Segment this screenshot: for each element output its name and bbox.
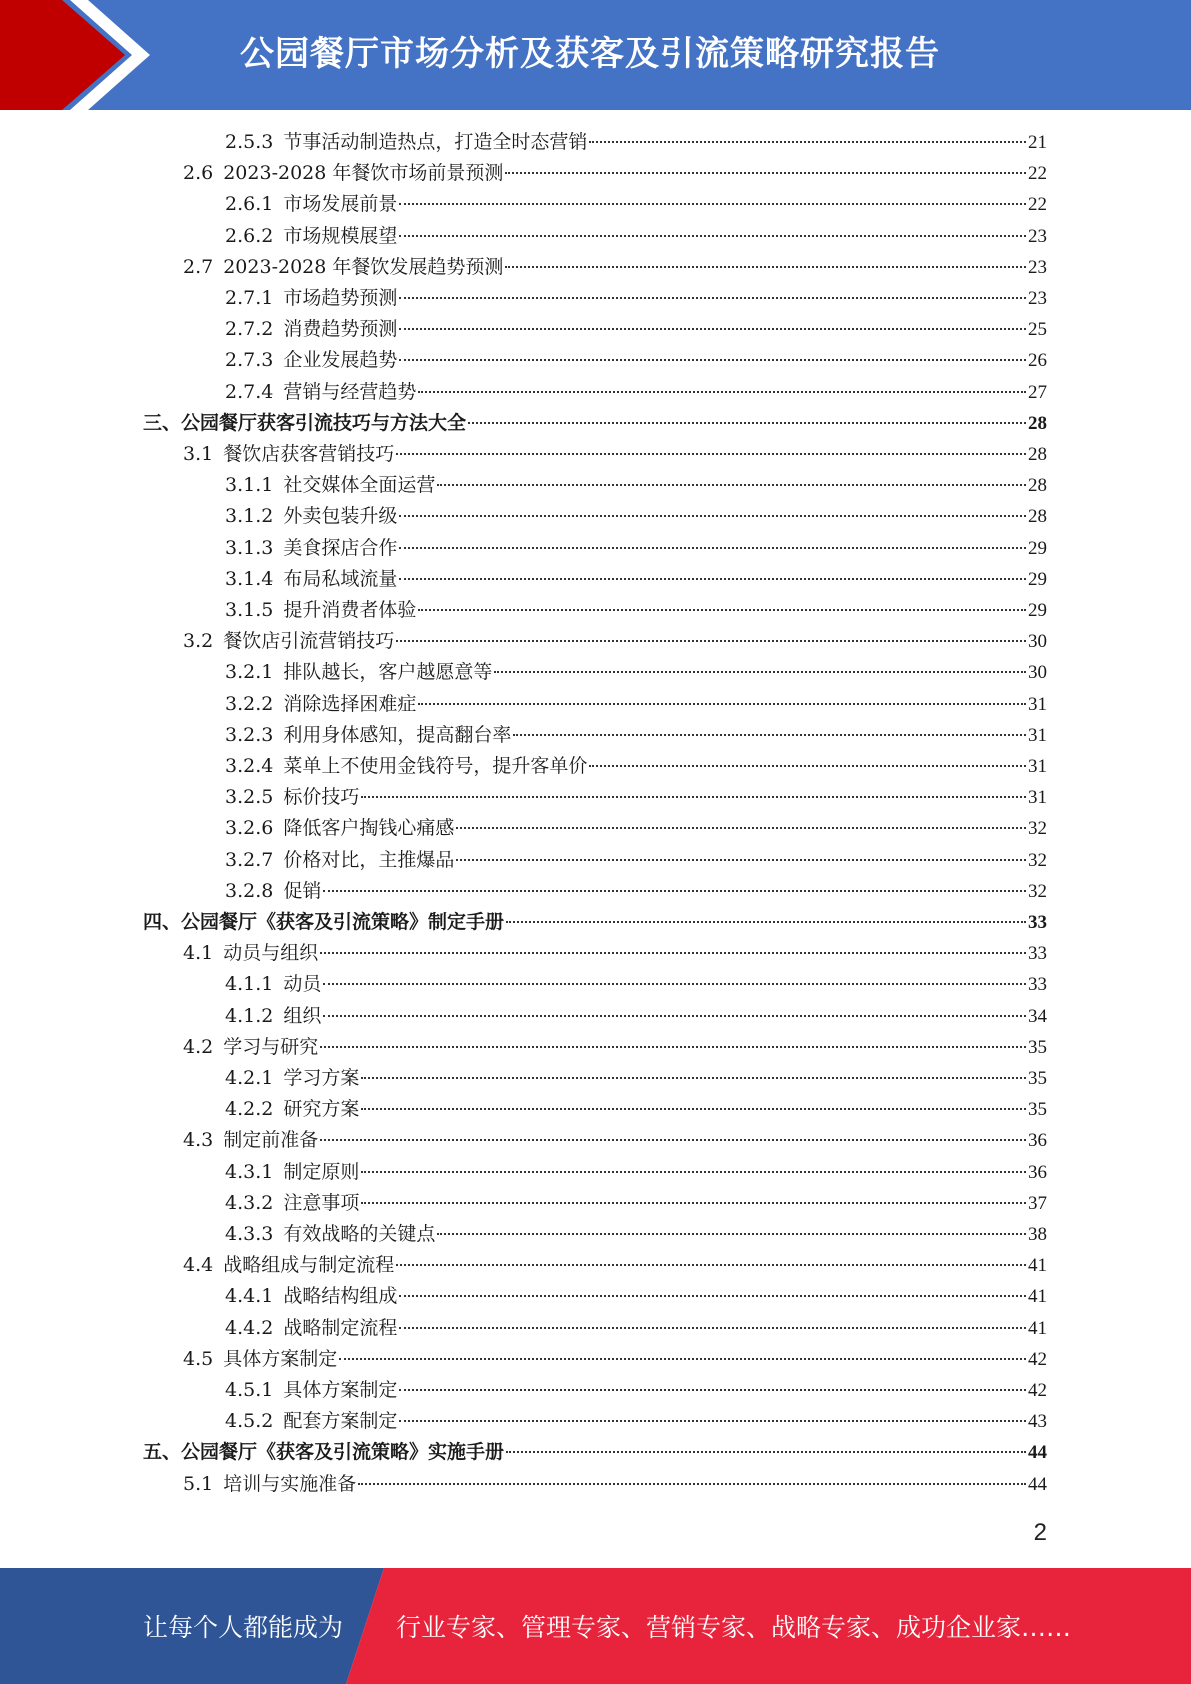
toc-dot-leader	[358, 1483, 1026, 1485]
toc-entry-title: 学习与研究	[223, 1035, 319, 1058]
toc-entry-number: 3.2.4	[225, 755, 274, 777]
toc-entry-number: 5.1	[183, 1472, 214, 1495]
toc-entry[interactable]	[225, 470, 1047, 501]
toc-entry-number: 4.3.1	[225, 1160, 274, 1183]
toc-entry[interactable]	[225, 1313, 1047, 1344]
toc-entry-number: 3.1.2	[225, 505, 274, 528]
toc-entry[interactable]	[225, 1001, 1047, 1032]
toc-entry-number: 四、	[143, 911, 182, 933]
toc-entry-number: 2.7.4	[225, 380, 274, 403]
toc-entry[interactable]	[225, 782, 1047, 813]
toc-entry-title: 菜单上不使用金钱符号，提升客单价	[283, 755, 588, 777]
toc-entry-page: 35	[1028, 1099, 1047, 1121]
toc-dot-leader	[494, 671, 1026, 673]
toc-entry-page: 36	[1028, 1161, 1047, 1183]
toc-entry-number: 2.5.3	[225, 131, 274, 153]
toc-dot-leader	[361, 796, 1026, 798]
toc-entry-title: 具体方案制定	[223, 1347, 338, 1370]
toc-dot-leader	[418, 703, 1026, 705]
toc-entry-page: 31	[1028, 693, 1047, 715]
toc-entry-number: 3.2.2	[225, 692, 274, 715]
toc-dot-leader	[399, 1389, 1026, 1391]
toc-entry-title: 市场发展前景	[283, 193, 398, 216]
toc-entry-number: 3.1.3	[225, 536, 274, 559]
toc-entry-title: 战略组成与制定流程	[223, 1254, 395, 1277]
toc-entry-page: 33	[1028, 974, 1047, 996]
toc-entry-page: 33	[1028, 943, 1047, 965]
page-number: 2	[1033, 1519, 1047, 1546]
toc-entry-page: 31	[1028, 787, 1047, 809]
toc-entry[interactable]	[225, 564, 1047, 595]
toc-entry-title: 公园餐厅《获客及引流策略》实施手册	[181, 1441, 505, 1464]
toc-entry-page: 28	[1028, 412, 1047, 434]
toc-dot-leader	[399, 1327, 1026, 1329]
toc-entry[interactable]	[225, 1157, 1047, 1188]
toc-entry-page: 29	[1028, 537, 1047, 559]
toc-dot-leader	[399, 328, 1026, 330]
toc-entry-number: 4.1.1	[225, 973, 274, 996]
page-footer-banner	[0, 1568, 1191, 1684]
toc-entry[interactable]	[183, 1125, 1047, 1156]
toc-entry-number: 三、	[143, 411, 182, 434]
toc-entry[interactable]	[225, 1375, 1047, 1406]
toc-entry[interactable]	[183, 158, 1047, 189]
toc-entry[interactable]	[183, 626, 1047, 657]
toc-entry-number: 4.1.2	[225, 1004, 274, 1027]
toc-entry-title: 美食探店合作	[283, 536, 398, 559]
toc-entry-title: 消除选择困难症	[283, 692, 417, 715]
toc-entry[interactable]	[143, 408, 1047, 439]
toc-dot-leader	[589, 765, 1026, 767]
toc-entry-title: 社交媒体全面运营	[283, 474, 436, 497]
toc-entry-title: 注意事项	[283, 1191, 360, 1214]
toc-dot-leader	[505, 266, 1026, 268]
toc-entry[interactable]	[225, 657, 1047, 688]
toc-entry-number: 4.2.1	[225, 1067, 274, 1089]
toc-entry-title: 2023-2028 年餐饮发展趋势预测	[223, 255, 504, 278]
toc-entry-title: 市场规模展望	[283, 224, 398, 247]
toc-entry-title: 制定原则	[283, 1160, 360, 1183]
toc-entry-page: 42	[1028, 1348, 1047, 1370]
toc-entry-page: 23	[1028, 225, 1047, 247]
toc-dot-leader	[589, 141, 1026, 143]
toc-entry-page: 29	[1028, 600, 1047, 621]
toc-dot-leader	[399, 547, 1026, 549]
toc-dot-leader	[361, 1171, 1026, 1173]
toc-entry-number: 3.1.4	[225, 567, 274, 590]
toc-entry-number: 2.6	[183, 162, 214, 185]
toc-entry-number: 2.7.3	[225, 349, 274, 372]
toc-entry-title: 动员	[283, 973, 322, 996]
toc-entry-title: 市场趋势预测	[283, 287, 398, 309]
toc-entry-page: 35	[1028, 1068, 1047, 1089]
toc-entry-number: 2.7	[183, 255, 214, 278]
toc-entry-page: 31	[1028, 756, 1047, 777]
toc-entry-number: 2.7.1	[225, 287, 274, 309]
toc-entry-page: 36	[1028, 1130, 1047, 1152]
toc-dot-leader	[399, 235, 1026, 237]
toc-entry[interactable]	[225, 314, 1047, 345]
toc-entry-title: 战略结构组成	[283, 1285, 398, 1308]
toc-entry-number: 4.4	[183, 1254, 214, 1277]
toc-entry-page: 29	[1028, 568, 1047, 590]
toc-entry-title: 动员与组织	[223, 942, 319, 965]
toc-entry-page: 28	[1028, 506, 1047, 528]
toc-entry[interactable]	[143, 1437, 1047, 1468]
toc-entry[interactable]	[225, 1094, 1047, 1125]
toc-entry-page: 27	[1028, 381, 1047, 403]
toc-entry[interactable]	[225, 1219, 1047, 1250]
toc-dot-leader	[320, 1046, 1026, 1048]
toc-entry-title: 制定前准备	[223, 1129, 319, 1152]
toc-entry[interactable]	[225, 501, 1047, 532]
toc-entry-page: 30	[1028, 662, 1047, 684]
toc-entry-page: 22	[1028, 163, 1047, 185]
toc-dot-leader	[320, 1139, 1026, 1141]
toc-entry-title: 公园餐厅《获客及引流策略》制定手册	[181, 911, 505, 933]
toc-entry-number: 4.4.2	[225, 1316, 274, 1339]
toc-dot-leader	[506, 921, 1026, 923]
toc-entry-title: 布局私域流量	[283, 567, 398, 590]
toc-dot-leader	[361, 1077, 1026, 1079]
toc-entry-title: 营销与经营趋势	[283, 380, 417, 403]
toc-entry-title: 培训与实施准备	[223, 1472, 357, 1495]
toc-entry-page: 26	[1028, 350, 1047, 372]
toc-entry[interactable]	[225, 720, 1047, 751]
toc-entry-page: 30	[1028, 631, 1047, 653]
toc-entry[interactable]	[225, 751, 1047, 782]
toc-entry[interactable]	[183, 1032, 1047, 1063]
toc-entry-number: 2.6.2	[225, 224, 274, 247]
toc-entry-title: 节事活动制造热点，打造全时态营销	[283, 131, 588, 153]
toc-entry-title: 餐饮店引流营销技巧	[223, 630, 395, 653]
toc-dot-leader	[361, 1108, 1026, 1110]
page-header-banner	[0, 0, 1191, 110]
toc-entry-page: 31	[1028, 724, 1047, 746]
toc-entry-number: 4.3.2	[225, 1191, 274, 1214]
toc-entry-page: 22	[1028, 194, 1047, 216]
toc-entry[interactable]	[225, 845, 1047, 876]
toc-dot-leader	[396, 1264, 1026, 1266]
toc-entry-page: 34	[1028, 1005, 1047, 1027]
toc-entry-number: 3.1	[183, 443, 214, 465]
toc-entry[interactable]	[225, 127, 1047, 158]
toc-entry-title: 利用身体感知，提高翻台率	[283, 723, 512, 746]
toc-dot-leader	[399, 1420, 1026, 1422]
toc-entry[interactable]	[183, 439, 1047, 470]
toc-entry-title: 消费趋势预测	[283, 318, 398, 341]
toc-entry[interactable]	[183, 1469, 1047, 1500]
toc-entry-title: 提升消费者体验	[283, 599, 417, 621]
toc-entry-title: 餐饮店获客营销技巧	[223, 443, 395, 465]
toc-entry-page: 32	[1028, 849, 1047, 871]
toc-entry-title: 组织	[283, 1004, 322, 1027]
toc-entry-number: 3.2	[183, 630, 214, 653]
toc-entry[interactable]	[225, 689, 1047, 720]
toc-entry-number: 3.2.7	[225, 848, 274, 871]
toc-entry-title: 配套方案制定	[283, 1410, 398, 1433]
toc-entry-title: 研究方案	[283, 1098, 360, 1121]
toc-entry-title: 具体方案制定	[283, 1379, 398, 1401]
toc-entry-page: 23	[1028, 256, 1047, 278]
toc-entry-page: 41	[1028, 1286, 1047, 1308]
toc-entry-page: 35	[1028, 1036, 1047, 1058]
toc-dot-leader	[418, 609, 1026, 611]
toc-entry-title: 排队越长，客户越愿意等	[283, 661, 493, 684]
toc-entry[interactable]	[183, 1250, 1047, 1281]
toc-entry-number: 4.2.2	[225, 1098, 274, 1121]
toc-dot-leader	[468, 422, 1026, 424]
toc-entry-title: 公园餐厅获客引流技巧与方法大全	[181, 411, 467, 434]
toc-entry[interactable]	[225, 1281, 1047, 1312]
toc-dot-leader	[323, 890, 1026, 892]
toc-entry[interactable]	[225, 595, 1047, 626]
toc-entry-page: 41	[1028, 1255, 1047, 1277]
toc-dot-leader	[399, 203, 1026, 205]
toc-entry-title: 战略制定流程	[283, 1316, 398, 1339]
toc-entry[interactable]	[225, 345, 1047, 376]
toc-dot-leader	[399, 1295, 1026, 1297]
toc-entry-number: 4.2	[183, 1035, 214, 1058]
toc-dot-leader	[399, 515, 1026, 517]
toc-entry-number: 4.3	[183, 1129, 214, 1152]
toc-entry-page: 28	[1028, 444, 1047, 465]
toc-entry-number: 五、	[143, 1441, 182, 1464]
toc-dot-leader	[320, 952, 1026, 954]
toc-entry-number: 4.3.3	[225, 1223, 274, 1245]
toc-entry-page: 32	[1028, 818, 1047, 840]
toc-entry[interactable]	[225, 1406, 1047, 1437]
toc-dot-leader	[418, 391, 1026, 393]
toc-dot-leader	[437, 1233, 1026, 1235]
footer-slogan-left: 让每个人都能成为	[143, 1613, 344, 1642]
toc-dot-leader	[396, 453, 1026, 455]
toc-entry-page: 38	[1028, 1224, 1047, 1245]
toc-dot-leader	[456, 859, 1026, 861]
toc-entry-page: 41	[1028, 1317, 1047, 1339]
toc-entry-number: 4.4.1	[225, 1285, 274, 1308]
toc-dot-leader	[505, 172, 1026, 174]
toc-entry-title: 降低客户掏钱心痛感	[283, 817, 455, 840]
toc-entry-page: 33	[1028, 912, 1047, 933]
toc-entry-title: 外卖包装升级	[283, 505, 398, 528]
toc-entry[interactable]	[225, 813, 1047, 844]
toc-entry-page: 32	[1028, 880, 1047, 902]
toc-entry[interactable]	[183, 252, 1047, 283]
toc-entry-page: 44	[1028, 1442, 1047, 1464]
toc-entry-title: 2023-2028 年餐饮市场前景预测	[223, 162, 504, 185]
toc-entry[interactable]	[183, 1344, 1047, 1375]
toc-entry-number: 4.5	[183, 1347, 214, 1370]
toc-entry-page: 44	[1028, 1473, 1047, 1495]
toc-entry-number: 2.6.1	[225, 193, 274, 216]
toc-entry-title: 企业发展趋势	[283, 349, 398, 372]
toc-entry-number: 3.2.5	[225, 786, 274, 809]
toc-entry-title: 价格对比，主推爆品	[283, 848, 455, 871]
toc-entry-number: 4.1	[183, 942, 214, 965]
toc-entry[interactable]	[225, 969, 1047, 1000]
toc-dot-leader	[361, 1202, 1026, 1204]
toc-entry[interactable]	[225, 876, 1047, 907]
toc-entry-number: 3.1.1	[225, 474, 274, 497]
toc-entry[interactable]	[225, 1063, 1047, 1094]
document-title: 公园餐厅市场分析及获客及引流策略研究报告	[240, 34, 940, 74]
toc-dot-leader	[399, 578, 1026, 580]
toc-entry-page: 23	[1028, 288, 1047, 309]
toc-dot-leader	[323, 983, 1026, 985]
toc-entry[interactable]	[225, 1188, 1047, 1219]
toc-entry-title: 促销	[283, 879, 322, 902]
toc-entry-title: 标价技巧	[283, 786, 360, 809]
toc-dot-leader	[506, 1451, 1026, 1453]
toc-entry-page: 21	[1028, 132, 1047, 153]
toc-entry[interactable]	[183, 938, 1047, 969]
toc-entry-number: 3.1.5	[225, 599, 274, 621]
toc-entry-number: 3.2.6	[225, 817, 274, 840]
toc-entry-number: 3.2.8	[225, 879, 274, 902]
toc-entry-number: 3.2.3	[225, 723, 274, 746]
toc-entry-title: 有效战略的关键点	[283, 1223, 436, 1245]
toc-dot-leader	[339, 1358, 1026, 1360]
toc-entry-page: 43	[1028, 1411, 1047, 1433]
toc-dot-leader	[396, 640, 1026, 642]
toc-entry-page: 25	[1028, 319, 1047, 341]
toc-entry-number: 2.7.2	[225, 318, 274, 341]
toc-entry-page: 28	[1028, 475, 1047, 497]
toc-entry-number: 3.2.1	[225, 661, 274, 684]
toc-entry-number: 4.5.1	[225, 1379, 274, 1401]
toc-dot-leader	[323, 1015, 1026, 1017]
toc-entry[interactable]	[225, 283, 1047, 314]
toc-entry-number: 4.5.2	[225, 1410, 274, 1433]
toc-entry-page: 42	[1028, 1380, 1047, 1401]
header-arrow-decoration	[0, 0, 180, 110]
toc-dot-leader	[456, 827, 1026, 829]
toc-entry[interactable]	[225, 189, 1047, 220]
toc-entry[interactable]	[225, 377, 1047, 408]
toc-entry-title: 学习方案	[283, 1067, 360, 1089]
toc-entry-page: 37	[1028, 1192, 1047, 1214]
toc-dot-leader	[399, 297, 1026, 299]
footer-slogan-right: 行业专家、管理专家、营销专家、战略专家、成功企业家……	[396, 1613, 1072, 1642]
toc-entry[interactable]	[143, 907, 1047, 938]
toc-dot-leader	[513, 734, 1026, 736]
toc-dot-leader	[437, 484, 1026, 486]
toc-entry[interactable]	[225, 221, 1047, 252]
toc-entry[interactable]	[225, 533, 1047, 564]
toc-dot-leader	[399, 359, 1026, 361]
